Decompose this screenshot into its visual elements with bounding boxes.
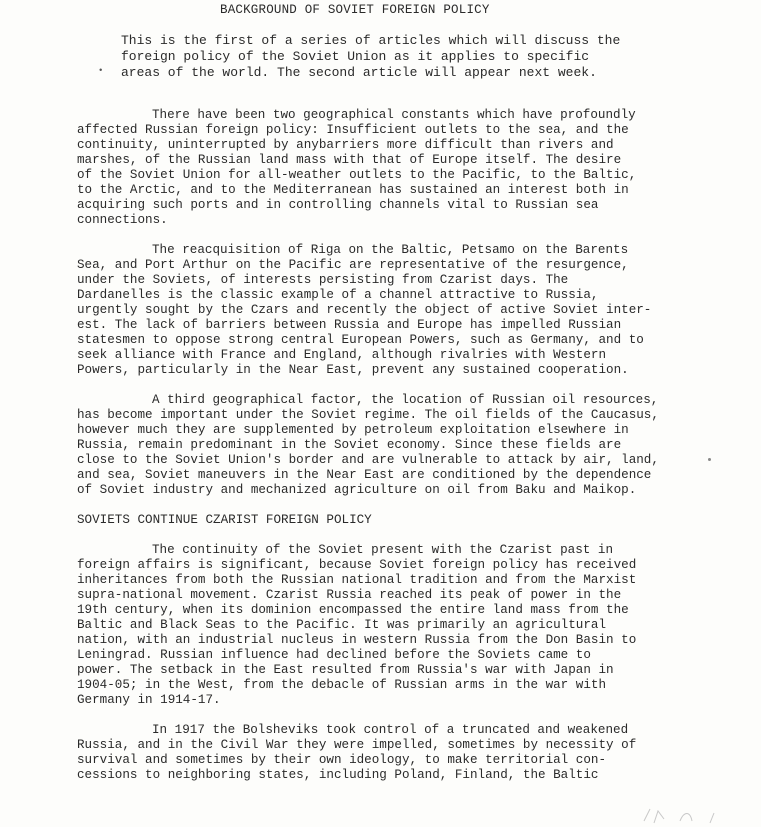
section-heading: SOVIETS CONTINUE CZARIST FOREIGN POLICY [77, 513, 372, 527]
paragraph-line: acquiring such ports and in controlling channels vital to Russian sea [77, 198, 599, 212]
paragraph-line: 1904-05; in the West, from the debacle of Russian arms in the war with [77, 678, 607, 692]
paragraph-line: of Soviet industry and mechanized agriculture on oil from Baku and Maikop. [77, 483, 637, 497]
paragraph-line: Baltic and Black Seas to the Pacific. It was primarily an agricultural [77, 618, 607, 632]
paper-speck [708, 458, 711, 461]
paragraph-line: statesmen to oppose strong central European Powers, such as Germany, and to [77, 333, 644, 347]
paragraph-line: There have been two geographical constants which have profoundly [152, 108, 636, 122]
paragraph-line: urgently sought by the Czars and recently the object of active Soviet inter- [77, 303, 652, 317]
paragraph-line: of the Soviet Union for all-weather outlets to the Pacific, to the Baltic, [77, 168, 637, 182]
paragraph-line: Dardanelles is the classic example of a channel attractive to Russia, [77, 288, 599, 302]
paragraph-line: nation, with an industrial nucleus in western Russia from the Don Basin to [77, 633, 637, 647]
paragraph-line: In 1917 the Bolsheviks took control of a truncated and weakened [152, 723, 629, 737]
document-body [77, 108, 677, 783]
paragraph-line: cessions to neighboring states, including Poland, Finland, the Baltic [77, 768, 599, 782]
intro-line: areas of the world. The second article will appear next week. [121, 65, 597, 80]
paragraph-line: Sea, and Port Arthur on the Pacific are representative of the resurgence, [77, 258, 629, 272]
paragraph-line: and sea, Soviet maneuvers in the Near East are conditioned by the dependence [77, 468, 652, 482]
paragraph-reacquisition [77, 243, 677, 378]
paragraph-line: A third geographical factor, the location of Russian oil resources, [152, 393, 659, 407]
paragraph-geographic-constants [77, 108, 677, 228]
paragraph-line: foreign affairs is significant, because Soviet foreign policy has received [77, 558, 637, 572]
paragraph-continuity [77, 543, 677, 708]
margin-mark: • [98, 66, 104, 76]
paragraph-bolsheviks [77, 723, 677, 783]
paragraph-line: Russia, remain predominant in the Soviet economy. Since these fields are [77, 438, 622, 452]
paragraph-line: The continuity of the Soviet present with the Czarist past in [152, 543, 614, 557]
intro-line: foreign policy of the Soviet Union as it applies to specific [121, 49, 590, 64]
paragraph-line: continuity, uninterrupted by anybarriers more difficult than rivers and [77, 138, 614, 152]
paragraph-line: est. The lack of barriers between Russia and Europe has impelled Russian [77, 318, 622, 332]
paragraph-oil-resources [77, 393, 677, 498]
paragraph-line: seek alliance with France and England, although rivalries with Western [77, 348, 607, 362]
paragraph-line: however much they are supplemented by petroleum exploitation elsewhere in [77, 423, 629, 437]
paragraph-line: inheritances from both the Russian national tradition and from the Marxist [77, 573, 637, 587]
paragraph-line: The reacquisition of Riga on the Baltic, Petsamo on the Barents [152, 243, 629, 257]
paragraph-line: supra-national movement. Czarist Russia reached its peak of power in the [77, 588, 622, 602]
paragraph-line: has become important under the Soviet regime. The oil fields of the Caucasus, [77, 408, 659, 422]
paragraph-line: Russia, and in the Civil War they were impelled, sometimes by necessity of [77, 738, 637, 752]
paragraph-line: under the Soviets, of interests persisting from Czarist days. The [77, 273, 569, 287]
faint-corner-mark [640, 803, 730, 825]
paragraph-line: affected Russian foreign policy: Insufficient outlets to the sea, and the [77, 123, 629, 137]
paragraph-line: power. The setback in the East resulted from Russia's war with Japan in [77, 663, 614, 677]
paragraph-line: to the Arctic, and to the Mediterranean has sustained an interest both in [77, 183, 629, 197]
intro-note [121, 33, 621, 81]
paragraph-line: Leningrad. Russian influence had declined before the Soviets came to [77, 648, 591, 662]
paragraph-line: connections. [77, 213, 168, 227]
intro-line: This is the first of a series of articles which will discuss the [121, 33, 621, 48]
paragraph-line: close to the Soviet Union's border and are vulnerable to attack by air, land, [77, 453, 659, 467]
paragraph-line: marshes, of the Russian land mass with that of Europe itself. The desire [77, 153, 622, 167]
paragraph-line: survival and sometimes by their own ideology, to make territorial con- [77, 753, 607, 767]
document-title: BACKGROUND OF SOVIET FOREIGN POLICY [220, 3, 490, 17]
paragraph-line: Powers, particularly in the Near East, prevent any sustained cooperation. [77, 363, 629, 377]
paragraph-line: Germany in 1914-17. [77, 693, 221, 707]
paragraph-line: 19th century, when its dominion encompassed the entire land mass from the [77, 603, 629, 617]
